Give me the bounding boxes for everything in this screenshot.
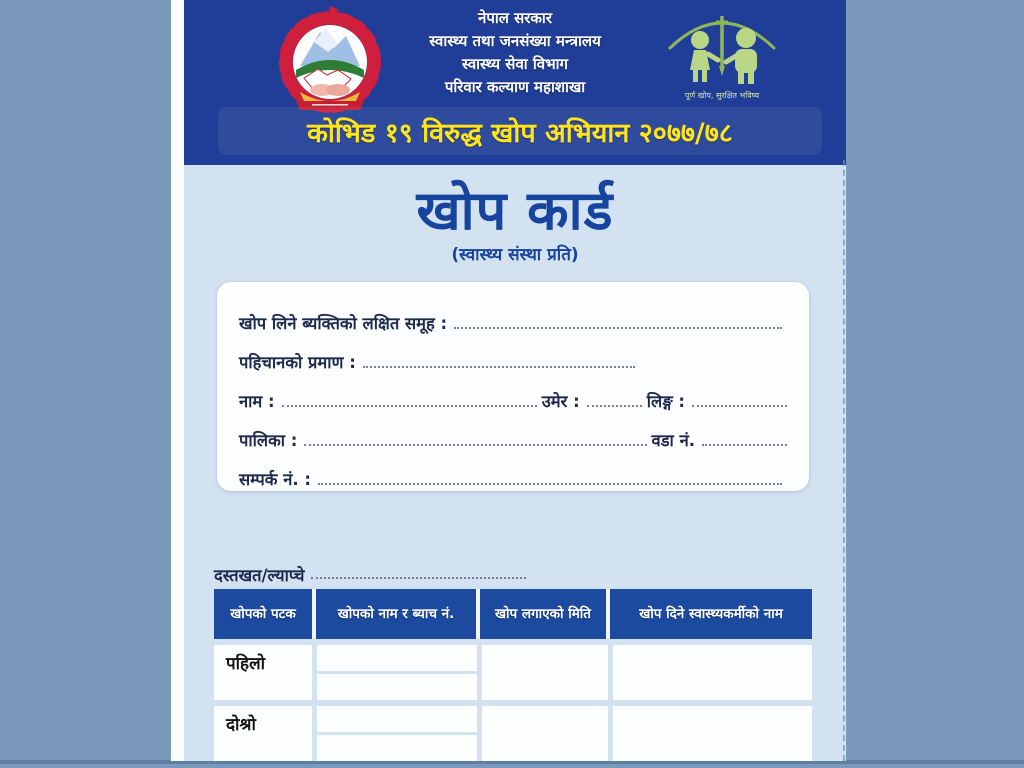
immunization-logo-icon [664,8,780,102]
dotted-fill-line [282,405,537,407]
immunization-logo-caption: पूर्ण खोप, सुरक्षित भविष्य [684,91,760,100]
ministry-line-government: नेपाल सरकार [478,9,552,27]
document-right-dashed-edge [843,160,845,761]
target-group-field [239,297,787,336]
id-proof-label: पहिचानको प्रमाण : [239,353,356,372]
dotted-fill-line [318,483,782,485]
document-header [184,0,846,165]
card-title: खोप कार्ड [416,179,614,242]
header-cell-health-worker: खोप दिने स्वास्थ्यकर्मीको नाम [610,589,812,639]
signature-label: दस्तखत/ल्याप्चे [214,566,305,585]
health-worker-cell [613,645,812,700]
dotted-fill-line [311,577,526,579]
dotted-fill-line [304,444,646,446]
vaccine-batch-cell [317,645,477,700]
vaccine-card-document [184,0,846,761]
ministry-line-division: परिवार कल्याण महाशाखा [444,78,586,96]
ward-label: वडा नं. [651,431,695,450]
date-cell [482,706,608,761]
dose-label-cell: पहिलो [214,645,312,700]
dotted-fill-line [702,444,787,446]
id-proof-field [239,336,787,375]
vaccine-name-subcell [317,706,477,732]
table-row-first-dose [214,645,812,700]
ministry-line-ministry: स्वास्थ्य तथा जनसंख्या मन्त्रालय [429,32,601,50]
dotted-fill-line [692,405,787,407]
signature-field [214,563,634,586]
gender-label: लिङ्ग : [646,392,685,411]
vaccine-batch-cell [317,706,477,761]
dotted-fill-line [587,405,642,407]
batch-number-subcell [317,674,477,700]
target-group-label: खोप लिने ब्यक्तिको लक्षित समूह : [239,314,448,333]
header-cell-date: खोप लगाएको मिति [480,589,606,639]
document-left-margin [171,0,184,761]
dose-label-cell: दोश्रो [214,706,312,761]
name-age-gender-field [239,375,787,414]
ministry-line-department: स्वास्थ्य सेवा विभाग [462,55,568,73]
vaccine-name-subcell [317,645,477,671]
municipality-label: पालिका : [239,431,298,450]
batch-number-subcell [317,735,477,761]
contact-label: सम्पर्क नं. : [239,470,311,489]
health-worker-cell [613,706,812,761]
dotted-fill-line [363,366,635,368]
header-cell-dose: खोपको पटक [214,589,312,639]
vaccine-table-header [214,589,812,639]
dotted-fill-line [454,327,782,329]
age-label: उमेर : [541,392,580,411]
header-cell-vaccine-batch: खोपको नाम र ब्याच नं. [316,589,476,639]
vaccine-table [214,589,812,761]
table-row-second-dose [214,706,812,761]
name-label: नाम : [239,392,275,411]
campaign-banner-title: कोभिड १९ विरुद्ध खोप अभियान २०७७/७८ [307,117,733,149]
patient-info-box [217,282,809,491]
municipality-ward-field [239,414,787,453]
date-cell [482,645,608,700]
campaign-banner [218,107,822,155]
contact-field [239,453,787,492]
document-body [184,165,846,761]
card-subtitle: (स्वास्थ्य संस्था प्रति) [451,245,579,265]
